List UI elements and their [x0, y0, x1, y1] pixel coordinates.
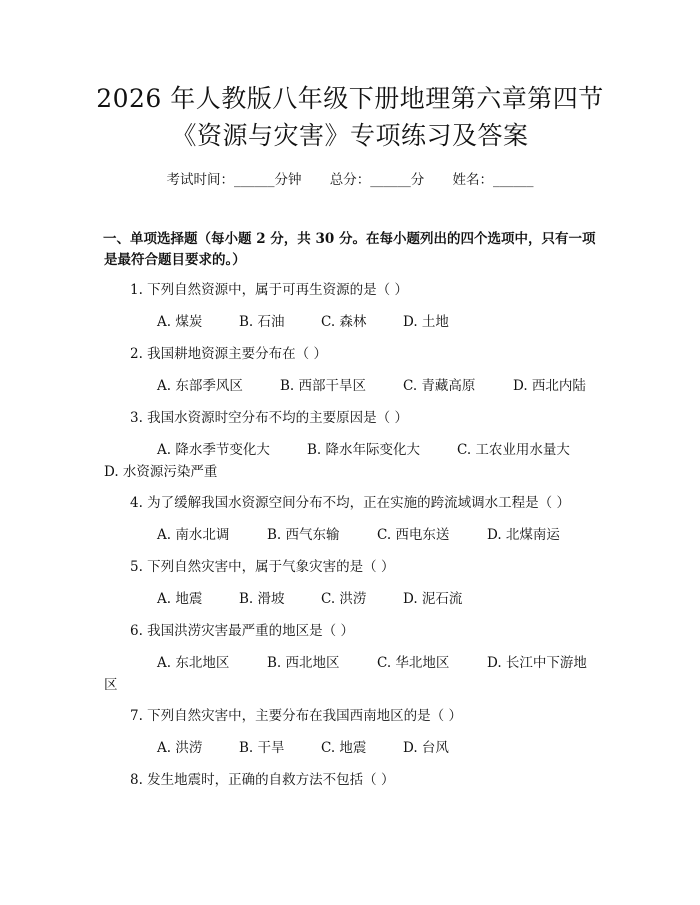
- question-2-option-d: D. 西北内陆: [513, 378, 586, 394]
- section-heading-line-1: 一、单项选择题（每小题 2 分，共 30 分。在每小题列出的四个选项中，只有一项: [103, 231, 596, 247]
- question-3-stem: 3. 我国水资源时空分布不均的主要原因是（ ）: [130, 410, 408, 426]
- question-5-stem: 5. 下列自然灾害中，属于气象灾害的是（ ）: [130, 559, 395, 575]
- question-7-option-a: A. 洪涝: [157, 740, 203, 756]
- question-1-option-d: D. 土地: [403, 314, 449, 330]
- question-3-option-a: A. 降水季节变化大: [157, 442, 270, 458]
- question-2-options: [157, 376, 586, 396]
- question-6-stem: 6. 我国洪涝灾害最严重的地区是（ ）: [130, 623, 354, 639]
- question-3-options: [157, 440, 570, 460]
- question-4-options: [157, 525, 560, 545]
- question-2-stem: 2. 我国耕地资源主要分布在（ ）: [130, 346, 327, 362]
- question-7-option-d: D. 台风: [403, 740, 449, 756]
- question-3-option-c: C. 工农业用水量大: [457, 442, 570, 458]
- question-5-option-b: B. 滑坡: [239, 591, 285, 607]
- exam-title-line-2: 《资源与灾害》专项练习及答案: [171, 121, 529, 150]
- student-name-field: 姓名：______: [452, 172, 534, 188]
- question-1-stem: 1. 下列自然资源中，属于可再生资源的是（ ）: [130, 282, 408, 298]
- question-6-options: [157, 653, 587, 673]
- question-4-stem: 4. 为了缓解我国水资源空间分布不均，正在实施的跨流域调水工程是（ ）: [130, 495, 570, 511]
- question-4-option-c: C. 西电东送: [377, 527, 450, 543]
- question-3-option-d: D. 水资源污染严重: [104, 464, 218, 480]
- exam-meta: [0, 168, 700, 188]
- question-5-options: [157, 589, 462, 609]
- question-1-option-b: B. 石油: [239, 314, 285, 330]
- section-heading: [104, 229, 604, 271]
- question-2-option-b: B. 西部干旱区: [280, 378, 367, 394]
- question-2-option-c: C. 青藏高原: [403, 378, 476, 394]
- question-7-option-b: B. 干旱: [239, 740, 285, 756]
- question-6-option-a: A. 东北地区: [157, 655, 230, 671]
- question-7-options: [157, 738, 449, 758]
- question-6-option-b: B. 西北地区: [267, 655, 340, 671]
- question-6-option-d: D. 长江中下游地: [487, 655, 587, 671]
- question-8-stem: 8. 发生地震时，正确的自救方法不包括（ ）: [130, 772, 395, 788]
- question-7-option-c: C. 地震: [321, 740, 367, 756]
- question-2-option-a: A. 东部季风区: [157, 378, 243, 394]
- exam-title-line-1: 2026 年人教版八年级下册地理第六章第四节: [96, 84, 604, 113]
- question-5-option-d: D. 泥石流: [403, 591, 463, 607]
- question-7-stem: 7. 下列自然灾害中，主要分布在我国西南地区的是（ ）: [130, 708, 462, 724]
- question-1-option-c: C. 森林: [321, 314, 367, 330]
- question-4-option-d: D. 北煤南运: [487, 527, 560, 543]
- question-5-option-c: C. 洪涝: [321, 591, 367, 607]
- question-3-option-b: B. 降水年际变化大: [307, 442, 421, 458]
- question-4-option-b: B. 西气东输: [267, 527, 340, 543]
- total-score-field: 总分：______分: [329, 172, 425, 188]
- exam-time-field: 考试时间：______分钟: [166, 172, 302, 188]
- question-5-option-a: A. 地震: [157, 591, 203, 607]
- question-6-option-d-wrap: 区: [104, 677, 118, 693]
- question-1-option-a: A. 煤炭: [157, 314, 203, 330]
- question-4-option-a: A. 南水北调: [157, 527, 230, 543]
- section-heading-line-2: 是最符合题目要求的。）: [104, 252, 246, 268]
- question-6-option-c: C. 华北地区: [377, 655, 450, 671]
- question-1-options: [157, 312, 449, 332]
